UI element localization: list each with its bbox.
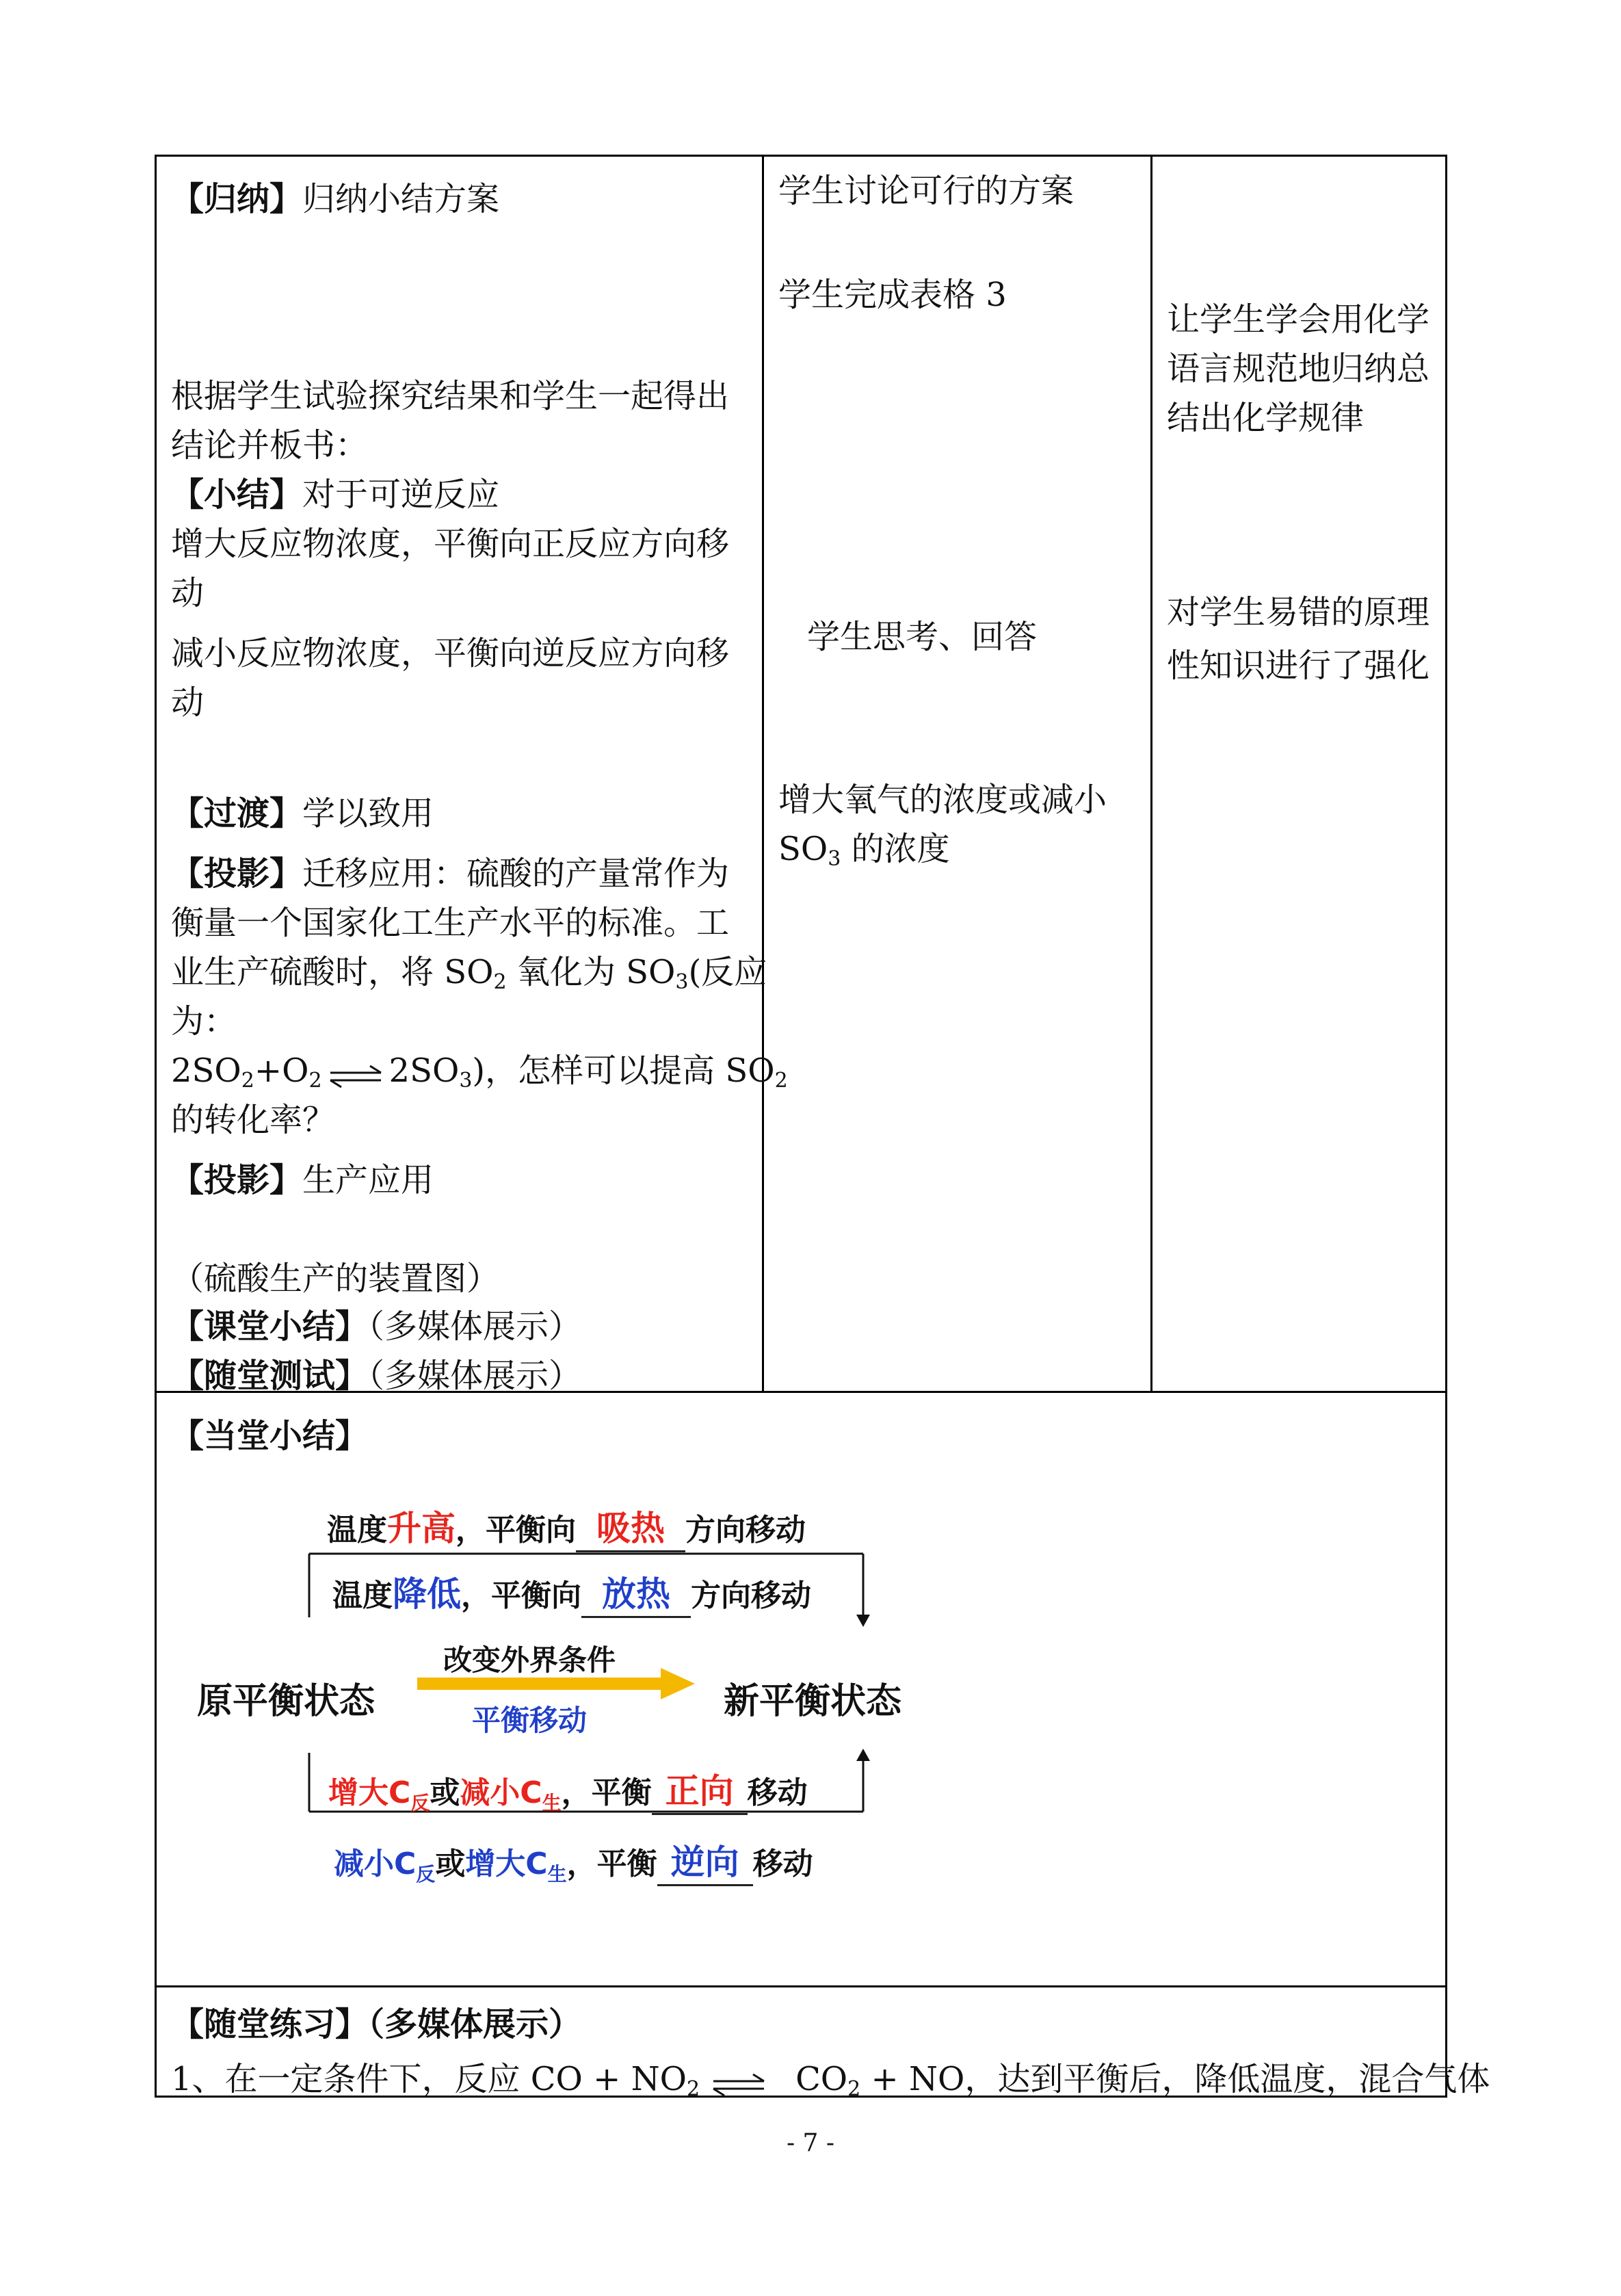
row1-raise: 升高: [387, 1509, 456, 1548]
reversible-arrow-icon: [709, 2068, 768, 2096]
goal2-line-1: 对学生易错的原理: [1167, 593, 1430, 631]
row4-increase-c: 增大C: [465, 1847, 548, 1881]
tag-touying-1: 【投影】: [171, 855, 303, 893]
practice-heading-note: （多媒体展示）: [368, 2005, 582, 2044]
row4-balance: ，平衡: [566, 1847, 657, 1881]
tag-guodu: 【过渡】: [171, 794, 303, 833]
answer-sub: 3: [828, 847, 841, 871]
eq-sub-1: 2: [241, 1069, 254, 1093]
rule2-line-a: 减小反应物浓度，平衡向逆反应方向移: [171, 634, 730, 673]
tag-touying-2: 【投影】: [171, 1161, 303, 1199]
tag-suitang: 【随堂测试】: [171, 1357, 369, 1395]
row4-decrease-c: 减小C: [334, 1847, 417, 1881]
question-line-2: 衡量一个国家化工生产水平的标准。工: [171, 904, 730, 942]
tag-guina: 【归纳】: [171, 180, 303, 218]
q1-co: CO: [795, 2060, 848, 2098]
diagram-row-3: [328, 1764, 808, 1815]
answer-so: SO: [778, 830, 828, 868]
eq-2so: 2SO: [171, 1052, 241, 1090]
row4-or: 或: [435, 1847, 466, 1881]
row4-move: 移动: [752, 1847, 813, 1881]
xiaojie-text: 对于可逆反应: [302, 475, 500, 514]
q1-text-a: 1、在一定条件下，反应 CO + NO: [171, 2060, 687, 2098]
tag-ketang: 【课堂小结】: [171, 1307, 369, 1346]
row1-answer-blank: 吸热: [576, 1501, 685, 1552]
guodu-text: 学以致用: [302, 794, 434, 833]
practice-heading-line: [171, 1998, 581, 2045]
row3-move: 移动: [747, 1775, 808, 1810]
q1-text-tail: + NO，达到平衡后，降低温度，混合气体: [860, 2060, 1490, 2098]
row2-move: 方向移动: [691, 1578, 811, 1613]
mid-complete-table: 学生完成表格 3: [778, 276, 1007, 314]
row4-sub-product: 生: [547, 1863, 567, 1886]
eq-question: )，怎样可以提高 SO: [472, 1052, 775, 1090]
row2-temp: 温度: [332, 1578, 393, 1613]
q1-sub-2: 2: [847, 2077, 861, 2101]
row3-sub-product: 生: [542, 1792, 562, 1814]
suitang-text: （多媒体展示）: [368, 1357, 582, 1395]
arrow-bottom-label: 平衡移动: [472, 1704, 588, 1737]
diagram-row-4: [334, 1835, 813, 1886]
eq-sub-2: 2: [308, 1069, 322, 1093]
eq-sub-3: 3: [459, 1069, 473, 1093]
rule1-line-a: 增大反应物浓度，平衡向正反应方向移: [171, 525, 730, 563]
row3-sub-reactant: 反: [410, 1792, 430, 1814]
arrow-top-label: 改变外界条件: [443, 1643, 616, 1677]
rule1-line-b: 动: [171, 574, 205, 612]
touying2-text: 生产应用: [302, 1161, 434, 1199]
question-line-4: 为：: [171, 1002, 237, 1041]
row1-toward: ，平衡向: [456, 1513, 576, 1548]
row4-answer-blank: 逆向: [657, 1835, 753, 1886]
row2-answer-blank: 放热: [581, 1567, 691, 1618]
summary-heading: 【当堂小结】: [171, 1417, 369, 1455]
practice-heading: 【随堂练习】: [171, 2005, 369, 2044]
goal1-line-2: 语言规范地归纳总: [1167, 350, 1430, 388]
conclusion-line-1: 根据学生试验探究结果和学生一起得出: [171, 377, 730, 415]
row1-move: 方向移动: [685, 1513, 806, 1548]
touying1-text: 迁移应用：硫酸的产量常作为: [302, 855, 730, 893]
goal1-line-1: 让学生学会用化学: [1167, 300, 1430, 339]
conclusion-line-2: 结论并板书：: [171, 426, 369, 465]
guina-text: 归纳小结方案: [302, 180, 500, 218]
tag-xiaojie: 【小结】: [171, 475, 303, 514]
row2-lower: 降低: [393, 1574, 461, 1614]
row1-temp: 温度: [327, 1513, 387, 1548]
row3-or: 或: [430, 1775, 460, 1810]
q1-sub-1: 2: [686, 2077, 700, 2101]
mid-think-answer: 学生思考、回答: [807, 618, 1038, 656]
row3-answer-blank: 正向: [652, 1764, 748, 1815]
goal1-line-3: 结出化学规律: [1167, 399, 1365, 437]
q3-text-a: 业生产硫酸时，将 SO: [171, 953, 494, 991]
answer-tail: 的浓度: [841, 830, 950, 868]
row3-balance: ，平衡: [561, 1775, 652, 1810]
mid-answer-a: 增大氧气的浓度或减小: [778, 781, 1107, 819]
ketang-text: （多媒体展示）: [368, 1307, 582, 1346]
eq-2so3: 2SO: [388, 1052, 460, 1090]
eq-sub-4: 2: [774, 1069, 788, 1093]
row4-sub-reactant: 反: [416, 1863, 436, 1886]
row3-increase-c: 增大C: [328, 1775, 411, 1810]
mid-discuss: 学生讨论可行的方案: [778, 172, 1075, 210]
eq-plus-o: +O: [254, 1052, 309, 1090]
q3-text-c: 氧化为 SO: [506, 953, 676, 991]
row2-toward: ，平衡向: [461, 1578, 581, 1613]
rule2-line-b: 动: [171, 683, 205, 722]
goal2-line-2: 性知识进行了强化: [1167, 647, 1430, 685]
practice-question-1: [171, 2052, 1490, 2100]
question-line-6: 的转化率？: [171, 1101, 336, 1139]
left-state-label: 原平衡状态: [197, 1681, 375, 1722]
row3-decrease-c: 减小C: [460, 1775, 542, 1810]
q3-text-e: (反应: [688, 953, 767, 991]
page-number: - 7 -: [786, 2129, 835, 2157]
right-state-label: 新平衡状态: [724, 1681, 902, 1722]
q3-sub-1: 2: [493, 970, 507, 994]
device-note: （硫酸生产的装置图）: [171, 1260, 500, 1298]
q3-sub-2: 3: [675, 970, 689, 994]
